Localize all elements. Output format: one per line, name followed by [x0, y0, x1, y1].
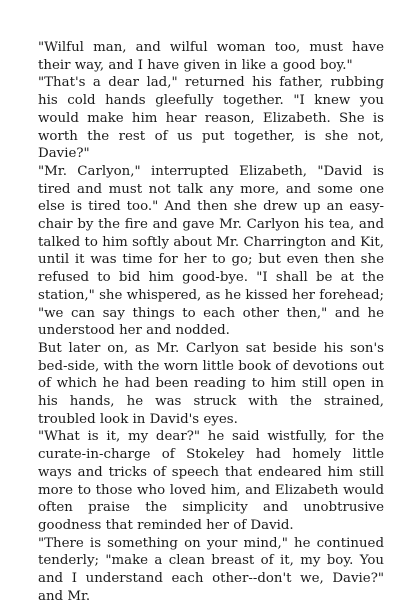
- book-page-text: [38, 39, 384, 606]
- paragraph-6: "There is something on your mind," he continued tenderly; "make a clean breast of it, my boy. You and I understand each other--don't we, Davie?" and Mr.: [38, 535, 384, 604]
- paragraph-3: "Mr. Carlyon," interrupted Elizabeth, "David is tired and must not talk any more, and some one else is tired too." And then she drew up an easy-chair by the fire and gave Mr. Carlyon his tea, and talked to him softly about Mr. Charrington and Kit, until it was time for her to go; but even then she refused to bid him good-bye. "I shall be at the station," she whispered, as he kissed her forehead; "we can say things to each other then," and he understood her and nodded.: [38, 163, 384, 339]
- paragraph-1: "Wilful man, and wilful woman too, must have their way, and I have given in like a good boy.": [38, 40, 384, 73]
- paragraph-4: But later on, as Mr. Carlyon sat beside his son's bed-side, with the worn little book of devotions out of which he had been reading to him still open in his hands, he was struck with the strained, troubled look in David's eyes.: [38, 340, 384, 427]
- paragraph-5: "What is it, my dear?" he said wistfully, for the curate-in-charge of Stokeley had homely little ways and tricks of speech that endeared him still more to those who loved him, and Elizabeth would often praise the simplicity and unobtrusive goodness that reminded her of David.: [38, 429, 384, 533]
- paragraph-2: "That's a dear lad," returned his father, rubbing his cold hands gleefully together. "I knew you would make him hear reason, Elizabeth. She is worth the rest of us put together, is she not, Davie?": [38, 75, 384, 162]
